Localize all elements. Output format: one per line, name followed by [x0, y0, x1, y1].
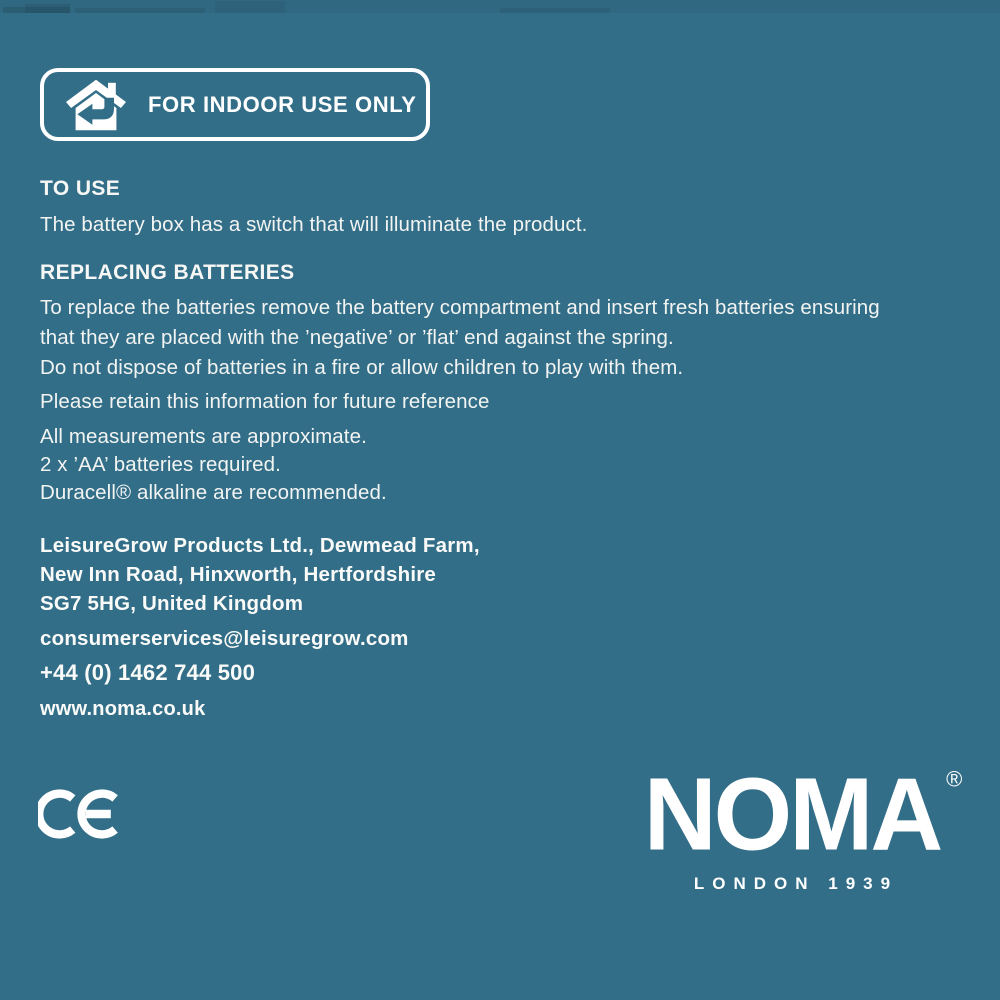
indoor-use-badge	[40, 68, 430, 141]
consumer-services-phone: +44 (0) 1462 744 500	[40, 660, 256, 685]
batteries-required-note: 2 x ’AA’ batteries required.	[40, 453, 281, 476]
retain-information-note: Please retain this information for future reference	[40, 390, 490, 413]
battery-recommendation-note: Duracell® alkaline are recommended.	[40, 481, 387, 504]
section-heading-replacing-batteries: REPLACING BATTERIES	[40, 261, 295, 284]
manufacturer-address: New Inn Road, Hinxworth, Hertfordshire	[40, 563, 436, 586]
replacing-batteries-text: Do not dispose of batteries in a fire or allow children to play with them.	[40, 356, 684, 379]
brand-tagline: LONDON 1939	[693, 873, 899, 893]
to-use-text: The battery box has a switch that will illuminate the product.	[40, 213, 588, 236]
measurements-note: All measurements are approximate.	[40, 425, 367, 448]
brand-logo	[642, 757, 963, 894]
registered-trademark-symbol: ®	[946, 766, 963, 792]
section-heading-to-use: TO USE	[40, 177, 121, 200]
ce-marking-icon	[38, 780, 126, 848]
print-artifact	[25, 4, 70, 13]
print-artifact	[215, 1, 285, 13]
replacing-batteries-text: that they are placed with the ’negative’ or ’flat’ end against the spring.	[40, 326, 674, 349]
brand-website: www.noma.co.uk	[40, 698, 206, 720]
print-artifact-band	[0, 0, 1000, 13]
noma-wordmark: NOMA ®	[643, 757, 963, 873]
print-artifact	[75, 8, 205, 13]
manufacturer-address: LeisureGrow Products Ltd., Dewmead Farm,	[40, 534, 480, 557]
indoor-use-label: FOR INDOOR USE ONLY	[148, 91, 417, 117]
house-with-inward-arrow-icon	[66, 76, 126, 134]
print-artifact	[500, 8, 610, 13]
manufacturer-address: SG7 5HG, United Kingdom	[40, 592, 304, 615]
consumer-services-email: consumerservices@leisuregrow.com	[40, 627, 409, 650]
replacing-batteries-text: To replace the batteries remove the battery compartment and insert fresh batteries ensuring	[40, 296, 880, 319]
